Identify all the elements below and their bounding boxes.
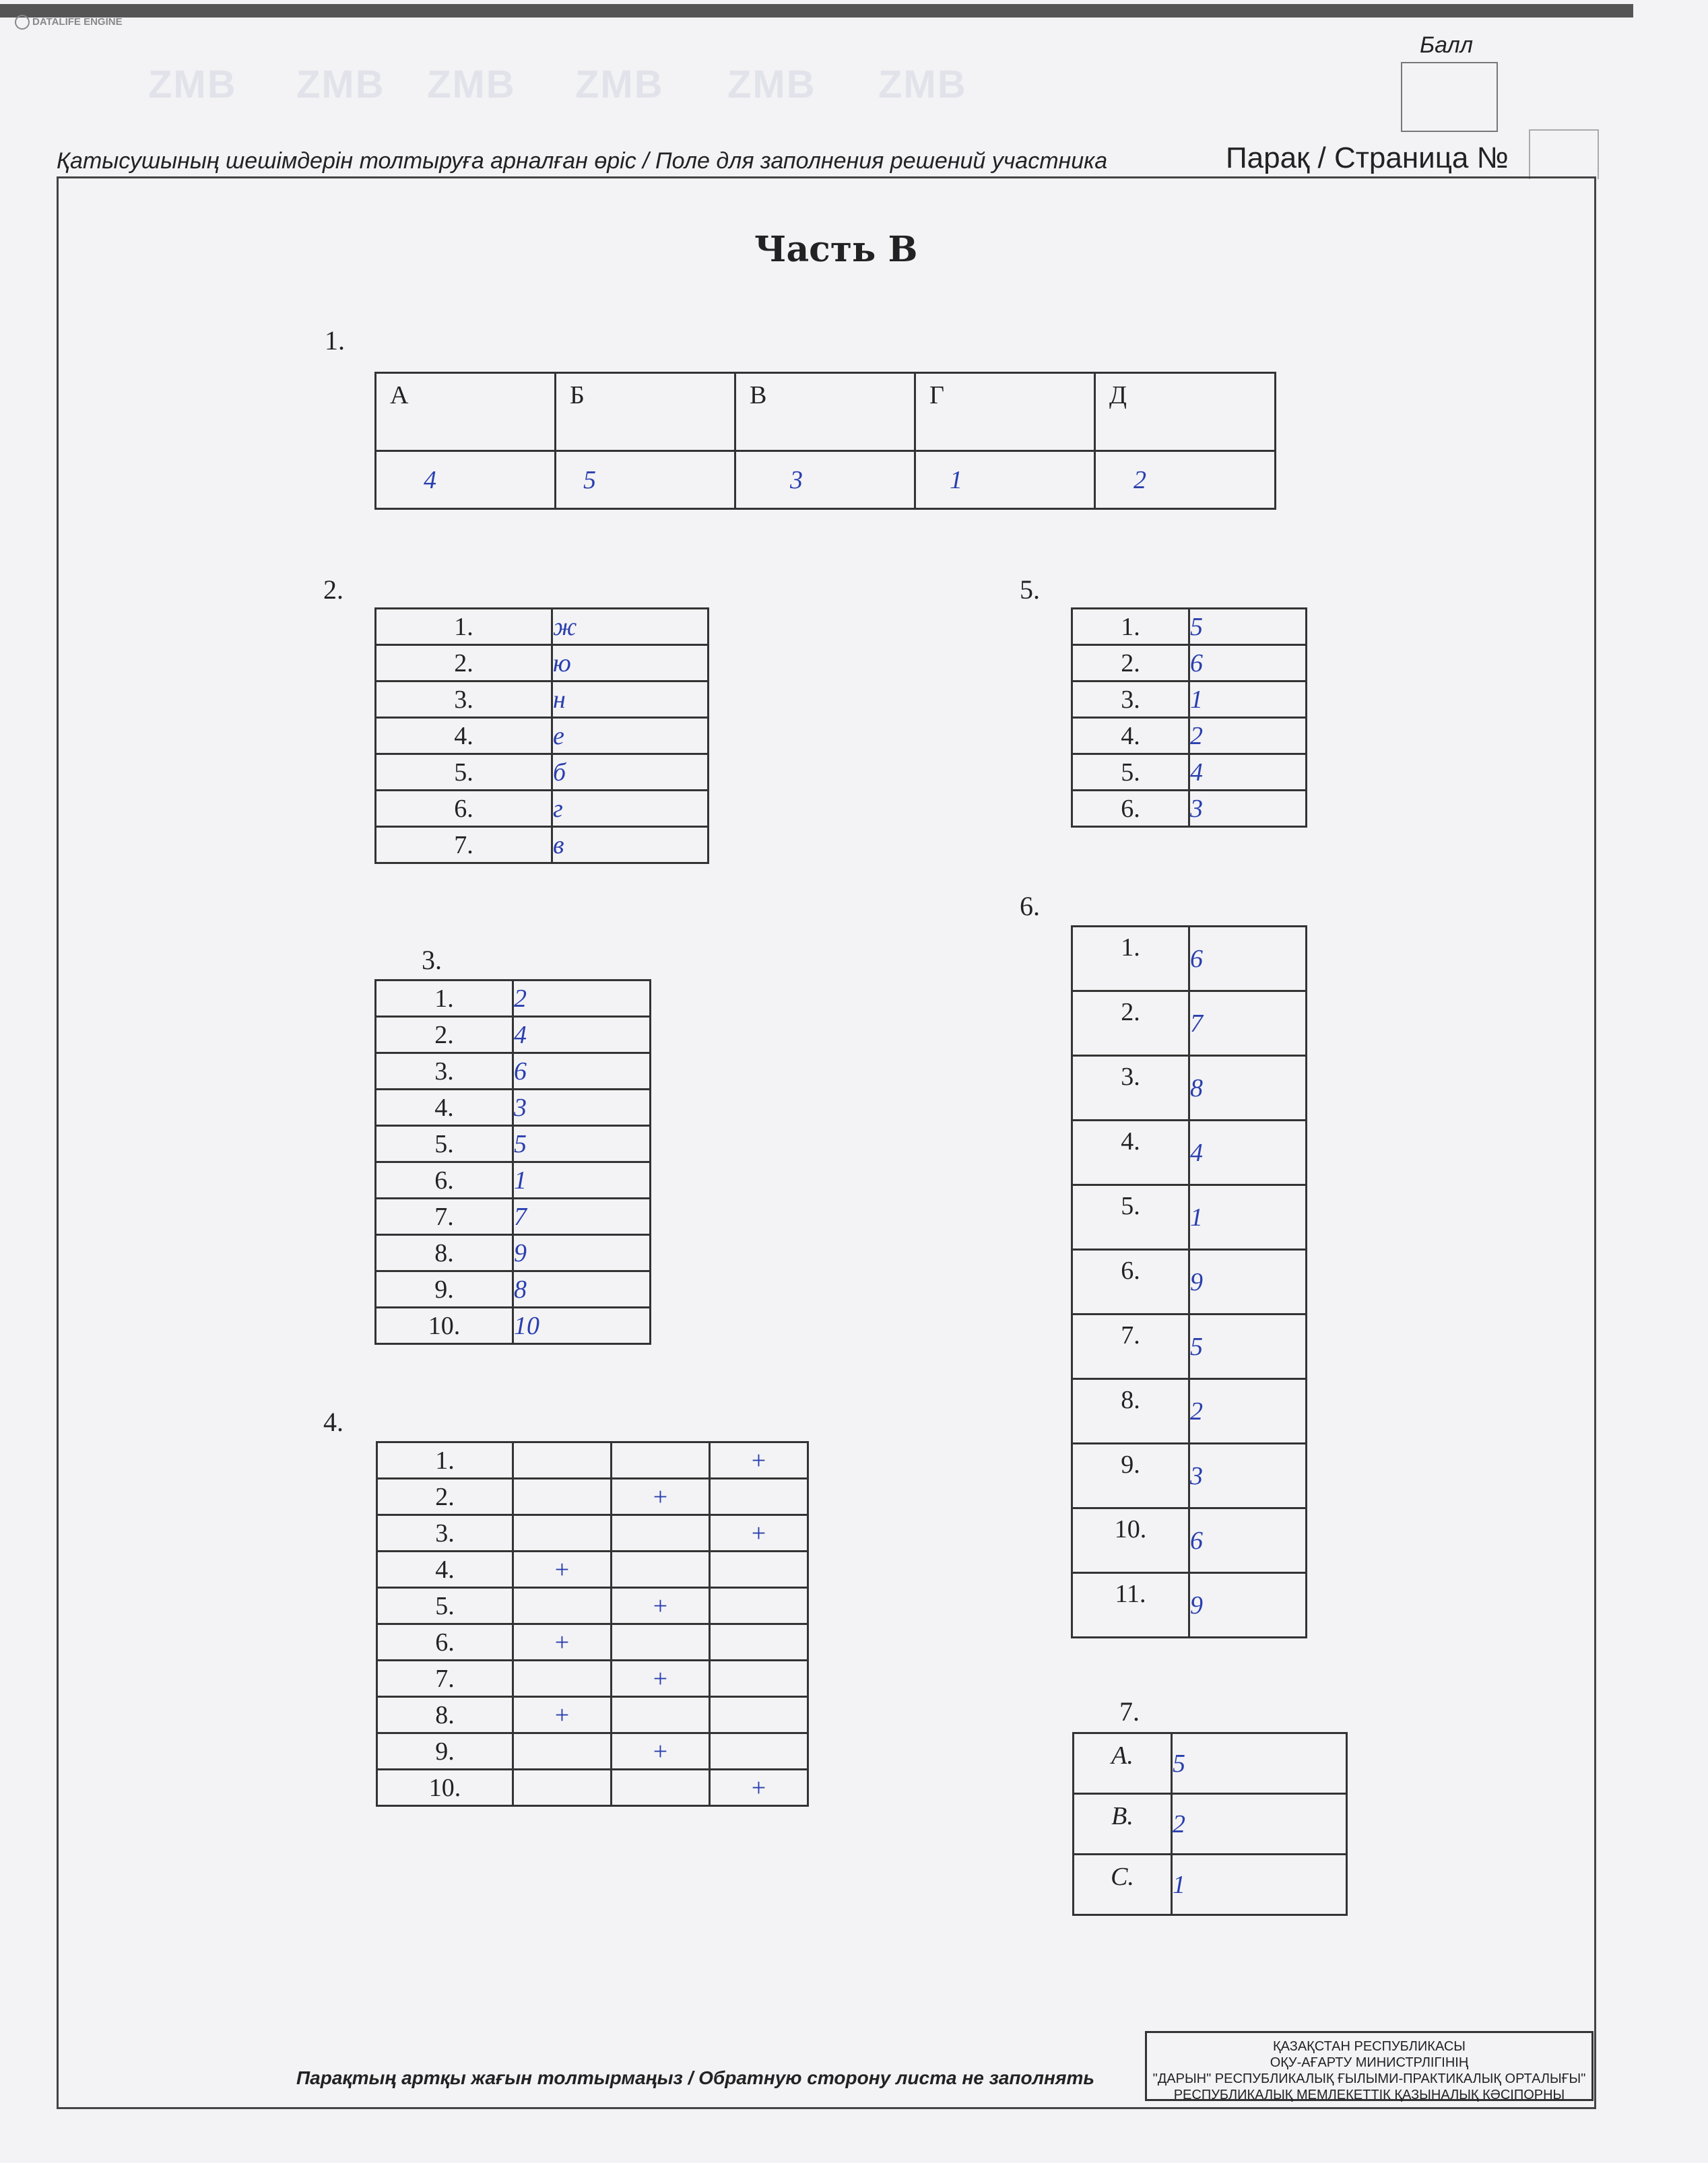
- answer-cell[interactable]: 4: [1189, 754, 1307, 791]
- q1-table: [374, 372, 1276, 510]
- q1-header-cell: Д: [1095, 373, 1276, 451]
- row-number: 6.: [376, 1162, 513, 1199]
- answer-cell[interactable]: в: [552, 827, 709, 863]
- q2-table: [374, 607, 709, 864]
- q4-option-cell[interactable]: [513, 1588, 612, 1624]
- q4-table: [376, 1441, 809, 1807]
- row-number: 8.: [377, 1697, 513, 1733]
- row-label: C.: [1074, 1855, 1172, 1915]
- answer-cell[interactable]: 5: [1189, 609, 1307, 645]
- q4-option-cell[interactable]: +: [612, 1479, 710, 1515]
- top-border-bar: [0, 4, 1633, 18]
- row-number: 5.: [376, 754, 552, 791]
- answer-cell[interactable]: ж: [552, 609, 709, 645]
- answer-cell[interactable]: б: [552, 754, 709, 791]
- q4-option-cell[interactable]: +: [612, 1733, 710, 1770]
- answer-cell[interactable]: 6: [1189, 927, 1307, 991]
- q4-option-cell[interactable]: [612, 1515, 710, 1552]
- q4-option-cell[interactable]: +: [513, 1697, 612, 1733]
- row-number: 4.: [376, 718, 552, 754]
- q4-option-cell[interactable]: +: [710, 1442, 808, 1479]
- row-number: 3.: [1072, 1056, 1189, 1121]
- q1-answer-cell[interactable]: 3: [735, 451, 915, 509]
- row-number: 6.: [1072, 1250, 1189, 1315]
- answer-cell[interactable]: ю: [552, 645, 709, 681]
- q1-answer-cell[interactable]: 1: [915, 451, 1095, 509]
- q4-row: [377, 1624, 808, 1661]
- q4-option-cell[interactable]: [513, 1479, 612, 1515]
- q4-option-cell[interactable]: [710, 1661, 808, 1697]
- row-number: 4.: [377, 1552, 513, 1588]
- question-number: 1.: [325, 325, 345, 356]
- q1-header-cell: В: [735, 373, 915, 451]
- q4-option-cell[interactable]: +: [612, 1661, 710, 1697]
- answer-cell[interactable]: 2: [1172, 1794, 1347, 1855]
- q4-option-cell[interactable]: [513, 1661, 612, 1697]
- question-number: 6.: [1020, 891, 1040, 921]
- answer-cell[interactable]: е: [552, 718, 709, 754]
- row-number: 7.: [376, 1199, 513, 1235]
- answer-cell[interactable]: 8: [513, 1271, 651, 1308]
- row-number: 1.: [1072, 927, 1189, 991]
- answer-cell[interactable]: 2: [1189, 1379, 1307, 1444]
- question-number: 7.: [1119, 1696, 1140, 1727]
- row-number: 3.: [1072, 681, 1189, 718]
- q4-row: [377, 1515, 808, 1552]
- answer-cell[interactable]: 6: [1189, 645, 1307, 681]
- watermark-text: ZMB: [575, 63, 664, 106]
- q3-table: [374, 979, 651, 1345]
- q4-row: [377, 1661, 808, 1697]
- q1-header-cell: Б: [556, 373, 735, 451]
- q4-row: [377, 1479, 808, 1515]
- score-box[interactable]: [1401, 62, 1498, 132]
- row-number: 3.: [376, 1053, 513, 1090]
- q4-row: [377, 1697, 808, 1733]
- answer-cell[interactable]: 8: [1189, 1056, 1307, 1121]
- row-number: 7.: [377, 1661, 513, 1697]
- q4-option-cell[interactable]: +: [513, 1624, 612, 1661]
- answer-cell[interactable]: 3: [1189, 1444, 1307, 1508]
- row-number: 9.: [377, 1733, 513, 1770]
- q4-option-cell[interactable]: [710, 1552, 808, 1588]
- row-label: A.: [1074, 1733, 1172, 1794]
- question-number: 2.: [323, 574, 343, 605]
- answer-cell[interactable]: 9: [1189, 1573, 1307, 1638]
- answer-cell[interactable]: 1: [1172, 1855, 1347, 1915]
- watermark-text: ZMB: [878, 63, 967, 106]
- q4-option-cell[interactable]: [612, 1442, 710, 1479]
- answer-cell[interactable]: 3: [1189, 791, 1307, 827]
- answer-cell[interactable]: 5: [1172, 1733, 1347, 1794]
- answer-cell[interactable]: 1: [513, 1162, 651, 1199]
- q4-row: [377, 1733, 808, 1770]
- row-number: 10.: [376, 1308, 513, 1344]
- q4-option-cell[interactable]: [612, 1770, 710, 1806]
- row-number: 4.: [1072, 718, 1189, 754]
- answer-cell[interactable]: 5: [1189, 1315, 1307, 1379]
- q4-option-cell[interactable]: [710, 1733, 808, 1770]
- answer-cell[interactable]: г: [552, 791, 709, 827]
- q4-row: [377, 1442, 808, 1479]
- row-number: 5.: [377, 1588, 513, 1624]
- row-number: 2.: [376, 1017, 513, 1053]
- row-number: 9.: [1072, 1444, 1189, 1508]
- q4-option-cell[interactable]: [513, 1770, 612, 1806]
- watermark-text: ZMB: [148, 63, 237, 106]
- row-number: 2.: [377, 1479, 513, 1515]
- stamp-line: РЕСПУБЛИКАЛЫҚ МЕМЛЕКЕТТІК ҚАЗЫНАЛЫҚ КӘСІПОРНЫ: [1173, 2088, 1565, 2102]
- row-number: 2.: [1072, 991, 1189, 1056]
- row-number: 2.: [376, 645, 552, 681]
- answer-cell[interactable]: 4: [1189, 1121, 1307, 1185]
- row-number: 11.: [1072, 1573, 1189, 1638]
- q1-answer-cell[interactable]: 4: [376, 451, 556, 509]
- q4-option-cell[interactable]: +: [513, 1552, 612, 1588]
- q4-row: [377, 1552, 808, 1588]
- row-number: 3.: [377, 1515, 513, 1552]
- watermark-corner: [15, 15, 123, 30]
- row-number: 5.: [1072, 1185, 1189, 1250]
- row-number: 5.: [376, 1126, 513, 1162]
- q4-option-cell[interactable]: [612, 1697, 710, 1733]
- q4-option-cell[interactable]: +: [710, 1770, 808, 1806]
- answer-cell[interactable]: 6: [513, 1053, 651, 1090]
- answer-cell[interactable]: 9: [1189, 1250, 1307, 1315]
- answer-cell[interactable]: 7: [1189, 991, 1307, 1056]
- q4-option-cell[interactable]: [612, 1552, 710, 1588]
- row-number: 3.: [376, 681, 552, 718]
- q4-option-cell[interactable]: [710, 1588, 808, 1624]
- answer-cell[interactable]: 3: [513, 1090, 651, 1126]
- q4-option-cell[interactable]: [513, 1733, 612, 1770]
- q4-option-cell[interactable]: +: [710, 1515, 808, 1552]
- q1-answer-cell[interactable]: 5: [556, 451, 735, 509]
- answer-cell[interactable]: 2: [513, 980, 651, 1017]
- answer-cell[interactable]: 6: [1189, 1508, 1307, 1573]
- watermark-text: ZMB: [727, 63, 816, 106]
- row-number: 1.: [376, 980, 513, 1017]
- answer-cell[interactable]: 9: [513, 1235, 651, 1271]
- watermark-text: ZMB: [296, 63, 385, 106]
- q1-header-cell: Г: [915, 373, 1095, 451]
- stamp-line: ҚАЗАҚСТАН РЕСПУБЛИКАСЫ: [1272, 2039, 1466, 2054]
- row-number: 6.: [1072, 791, 1189, 827]
- row-number: 7.: [1072, 1315, 1189, 1379]
- watermark-text: ZMB: [427, 63, 516, 106]
- row-number: 8.: [376, 1235, 513, 1271]
- answer-cell[interactable]: 1: [1189, 681, 1307, 718]
- stamp-line: "ДАРЫН" РЕСПУБЛИКАЛЫҚ ҒЫЛЫМИ-ПРАКТИКАЛЫҚ ОРТАЛЫҒЫ": [1152, 2071, 1586, 2086]
- question-number: 3.: [422, 945, 442, 975]
- q4-row: [377, 1770, 808, 1806]
- page-number-label: Парақ / Страница №: [1226, 141, 1509, 174]
- q4-option-cell[interactable]: [710, 1697, 808, 1733]
- eye-icon: [15, 15, 30, 30]
- answer-cell[interactable]: 1: [1189, 1185, 1307, 1250]
- row-number: 4.: [1072, 1121, 1189, 1185]
- row-number: 1.: [377, 1442, 513, 1479]
- part-title: Часть В: [754, 229, 918, 270]
- score-label: Балл: [1420, 32, 1474, 58]
- answer-cell[interactable]: 4: [513, 1017, 651, 1053]
- footer-note: Парақтың артқы жағын толтырмаңыз / Обратную сторону листа не заполнять: [296, 2067, 1094, 2088]
- question-number: 4.: [323, 1407, 343, 1437]
- stamp-line: ОҚУ-АҒАРТУ МИНИСТРЛІГІНІҢ: [1270, 2055, 1469, 2070]
- row-number: 2.: [1072, 645, 1189, 681]
- row-number: 6.: [377, 1624, 513, 1661]
- q1-answer-cell[interactable]: 2: [1095, 451, 1276, 509]
- q7-table: [1072, 1732, 1348, 1916]
- row-number: 4.: [376, 1090, 513, 1126]
- q4-row: [377, 1588, 808, 1624]
- row-number: 6.: [376, 791, 552, 827]
- q6-table: [1071, 925, 1307, 1638]
- row-number: 9.: [376, 1271, 513, 1308]
- watermark-corner-text: DATALIFE ENGINE: [32, 15, 123, 28]
- row-number: 7.: [376, 827, 552, 863]
- row-number: 10.: [377, 1770, 513, 1806]
- q4-option-cell[interactable]: [612, 1624, 710, 1661]
- row-label: B.: [1074, 1794, 1172, 1855]
- answer-cell[interactable]: н: [552, 681, 709, 718]
- row-number: 1.: [1072, 609, 1189, 645]
- answer-cell[interactable]: 10: [513, 1308, 651, 1344]
- answer-cell[interactable]: 5: [513, 1126, 651, 1162]
- q4-option-cell[interactable]: [710, 1479, 808, 1515]
- question-number: 5.: [1020, 574, 1040, 605]
- q4-option-cell[interactable]: [513, 1442, 612, 1479]
- q5-table: [1071, 607, 1307, 828]
- row-number: 1.: [376, 609, 552, 645]
- answer-cell[interactable]: 7: [513, 1199, 651, 1235]
- q4-option-cell[interactable]: [513, 1515, 612, 1552]
- row-number: 8.: [1072, 1379, 1189, 1444]
- row-number: 5.: [1072, 754, 1189, 791]
- organization-stamp: [1145, 2031, 1594, 2101]
- q4-option-cell[interactable]: +: [612, 1588, 710, 1624]
- q1-header-cell: А: [376, 373, 556, 451]
- page-number-box[interactable]: [1529, 129, 1599, 179]
- field-title: Қатысушының шешімдерін толтыруға арналған өріс / Поле для заполнения решений участника: [57, 148, 1108, 174]
- answer-cell[interactable]: 2: [1189, 718, 1307, 754]
- q4-option-cell[interactable]: [710, 1624, 808, 1661]
- row-number: 10.: [1072, 1508, 1189, 1573]
